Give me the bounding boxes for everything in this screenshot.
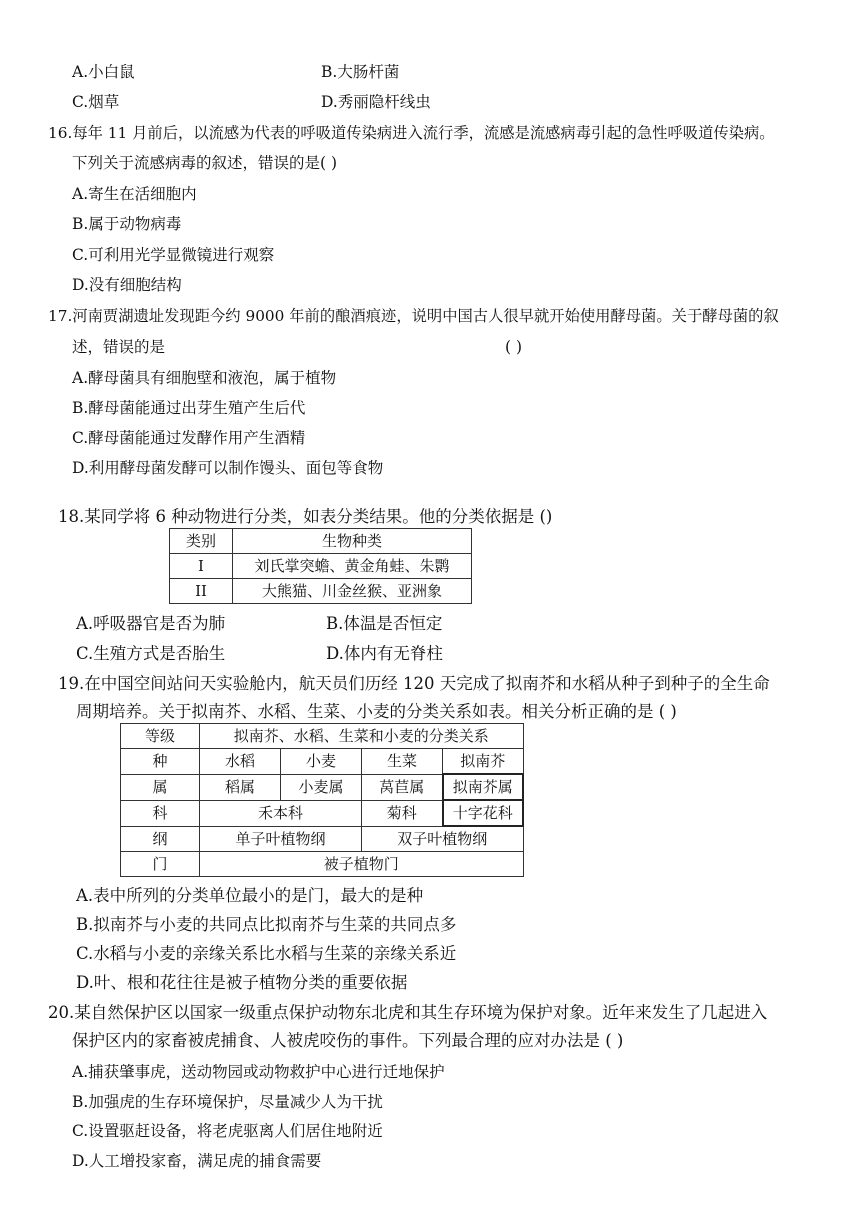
q18-header-category: 类别 [170, 529, 233, 554]
q20-option-a: A.捕获肇事虎，送动物园或动物救护中心进行迁地保护 [72, 1063, 445, 1081]
q17-stem-line2: 述，错误的是 [72, 338, 166, 356]
q18-row1-species: 刘氏掌突蟾、黄金角蛙、朱鹮 [233, 554, 472, 579]
q18-header-species: 生物种类 [233, 529, 472, 554]
q19-genus-arabidopsis: 拟南芥属 [443, 774, 524, 800]
q18-row2-species: 大熊猫、川金丝猴、亚洲象 [233, 579, 472, 604]
q16-stem-line2: 下列关于流感病毒的叙述，错误的是( ) [72, 154, 338, 172]
q17-option-b: B.酵母菌能通过出芽生殖产生后代 [72, 399, 306, 417]
q18-option-b: B.体温是否恒定 [326, 614, 443, 633]
q19-header-title: 拟南芥、水稻、生菜和小麦的分类关系 [200, 724, 524, 749]
q17-option-c: C.酵母菌能通过发酵作用产生酒精 [72, 429, 306, 447]
q19-genus-rice: 稻属 [200, 774, 281, 800]
q20-option-c: C.设置驱赶设备，将老虎驱离人们居住地附近 [72, 1122, 383, 1140]
q19-species-lettuce: 生菜 [362, 749, 443, 775]
q18-option-a: A.呼吸器官是否为肺 [76, 614, 226, 633]
q19-genus-lettuce: 莴苣属 [362, 774, 443, 800]
q19-family-label: 科 [121, 800, 200, 826]
q20-stem-line2: 保护区内的家畜被虎捕食、人被虎咬伤的事件。下列最合理的应对办法是 ( ) [72, 1031, 624, 1050]
q19-class-label: 纲 [121, 826, 200, 852]
q18-option-d: D.体内有无脊柱 [326, 644, 443, 663]
q19-species-label: 种 [121, 749, 200, 775]
q19-class-dicot: 双子叶植物纲 [362, 826, 524, 852]
q17-answer-blank: ( ) [505, 338, 523, 356]
q18-option-c: C.生殖方式是否胎生 [76, 644, 226, 663]
q19-phylum-angiosperm: 被子植物门 [200, 852, 524, 877]
q18-stem: 18.某同学将 6 种动物进行分类，如表分类结果。他的分类依据是 () [58, 507, 553, 526]
q19-stem-line1: 19.在中国空间站问天实验舱内，航天员们历经 120 天完成了拟南芥和水稻从种子到种子的全生命 [58, 674, 770, 693]
q16-option-d: D.没有细胞结构 [72, 276, 182, 294]
q15-option-a: A.小白鼠 [72, 63, 135, 81]
q18-classification-table [169, 528, 472, 604]
q19-option-d: D.叶、根和花往往是被子植物分类的重要依据 [76, 973, 408, 992]
q17-option-a: A.酵母菌具有细胞壁和液泡，属于植物 [72, 369, 337, 387]
q19-taxonomy-table [120, 723, 524, 877]
q19-option-b: B.拟南芥与小麦的共同点比拟南芥与生菜的共同点多 [76, 915, 457, 934]
q16-option-c: C.可利用光学显微镜进行观察 [72, 246, 275, 264]
q17-stem-line1: 17.河南贾湖遗址发现距今约 9000 年前的酿酒痕迹，说明中国古人很早就开始使用酵母菌。关于酵母菌的叙 [48, 307, 779, 325]
q19-option-c: C.水稻与小麦的亲缘关系比水稻与生菜的亲缘关系近 [76, 944, 457, 963]
q19-species-rice: 水稻 [200, 749, 281, 775]
q19-species-arabidopsis: 拟南芥 [443, 749, 524, 775]
q19-species-wheat: 小麦 [281, 749, 362, 775]
q16-option-b: B.属于动物病毒 [72, 215, 182, 233]
q19-stem-line2: 周期培养。关于拟南芥、水稻、生菜、小麦的分类关系如表。相关分析正确的是 ( ) [76, 702, 677, 721]
q19-genus-label: 属 [121, 774, 200, 800]
q19-family-asteraceae: 菊科 [362, 800, 443, 826]
q15-option-c: C.烟草 [72, 93, 120, 111]
q18-row1-category: I [170, 554, 233, 579]
q16-option-a: A.寄生在活细胞内 [72, 185, 197, 203]
q16-stem-line1: 16.每年 11 月前后，以流感为代表的呼吸道传染病进入流行季，流感是流感病毒引起的急性呼吸道传染病。 [48, 124, 775, 142]
q19-class-monocot: 单子叶植物纲 [200, 826, 362, 852]
q20-option-d: D.人工增投家畜，满足虎的捕食需要 [72, 1152, 322, 1170]
q19-family-brassicaceae: 十字花科 [443, 800, 524, 826]
q17-option-d: D.利用酵母菌发酵可以制作馒头、面包等食物 [72, 459, 384, 477]
q19-header-rank: 等级 [121, 724, 200, 749]
q18-row2-category: II [170, 579, 233, 604]
q19-phylum-label: 门 [121, 852, 200, 877]
q20-stem-line1: 20.某自然保护区以国家一级重点保护动物东北虎和其生存环境为保护对象。近年来发生了几起进入 [48, 1003, 768, 1022]
q15-option-d: D.秀丽隐杆线虫 [321, 93, 431, 111]
q19-option-a: A.表中所列的分类单位最小的是门，最大的是种 [76, 886, 424, 905]
q19-genus-wheat: 小麦属 [281, 774, 362, 800]
q20-option-b: B.加强虎的生存环境保护，尽量减少人为干扰 [72, 1093, 383, 1111]
q19-family-poaceae: 禾本科 [200, 800, 362, 826]
q15-option-b: B.大肠杆菌 [321, 63, 400, 81]
